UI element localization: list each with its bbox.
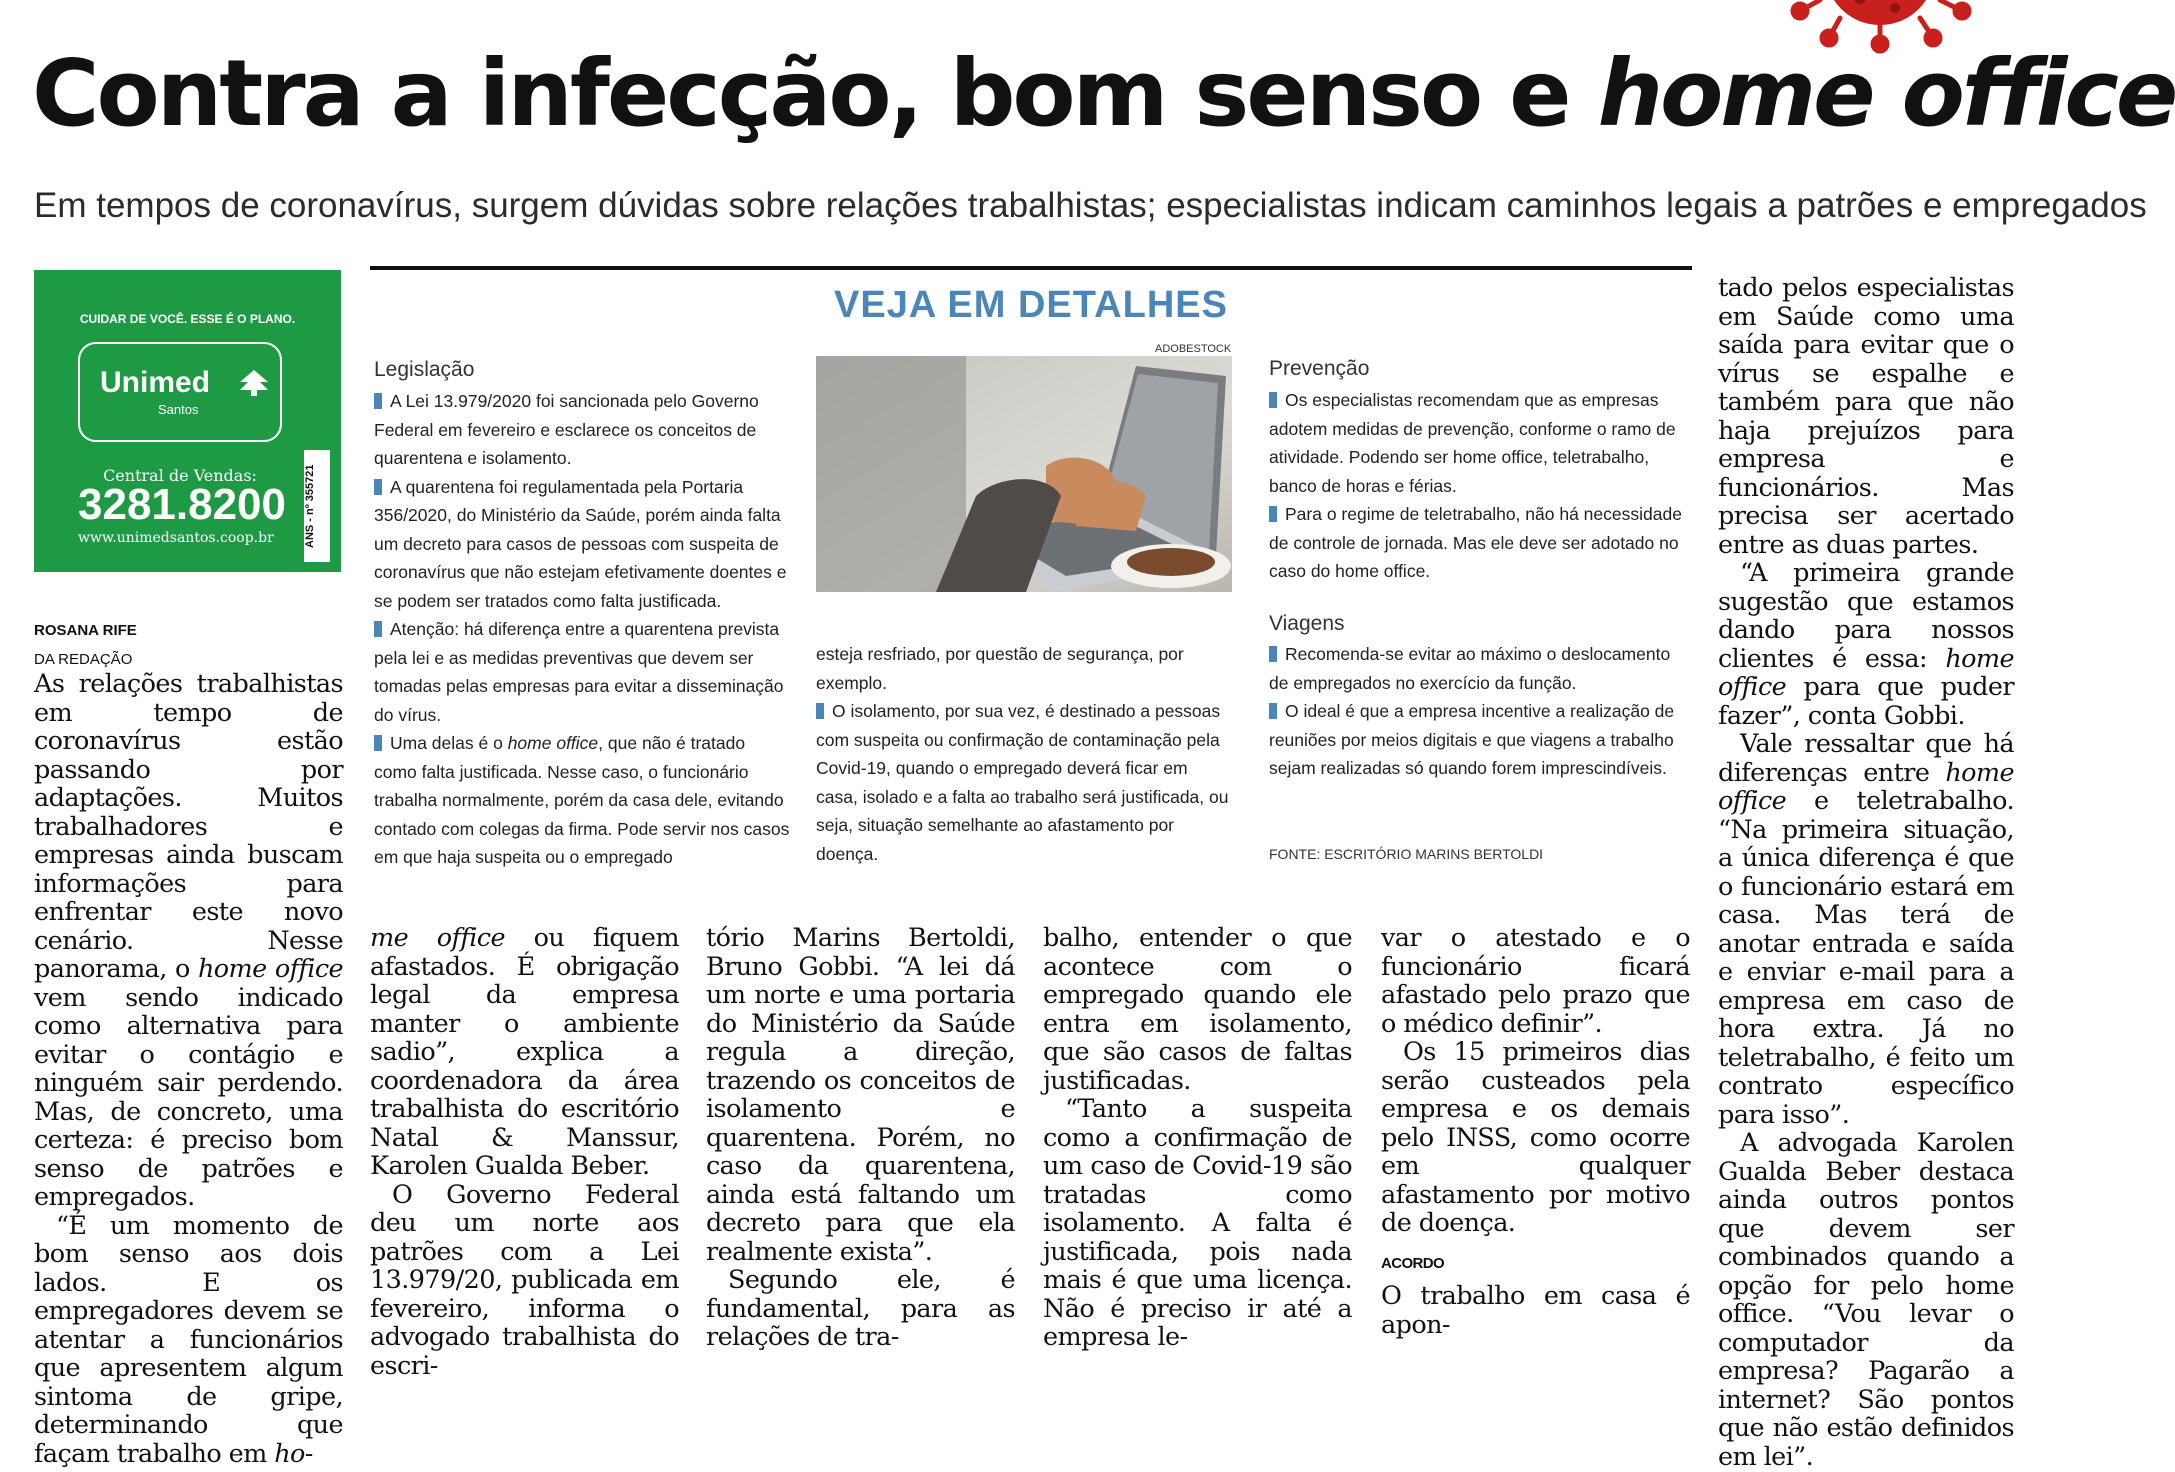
paragraph: tado pelos especialistas em Saúde como uma saída para evitar que o vírus se espalhe e também para que não haja prejuízos para empresa e funcionários. Mas precisa ser acertado entre as duas partes. (1718, 273, 2014, 560)
text-italic: ho- (274, 1438, 313, 1469)
box-top-rule (370, 266, 1692, 270)
section-prevencao: Prevenção (1269, 357, 1370, 380)
bullet-item (1269, 697, 1690, 783)
bullet-marker (1269, 703, 1277, 719)
bullet-item (374, 615, 792, 729)
headline-italic: home office (1597, 40, 2175, 147)
viagens-column (1269, 640, 1690, 783)
unimed-logo (78, 342, 282, 442)
article-column-2 (370, 924, 679, 1380)
text: “A primeira grande sugestão que estamos dando para nossos clientes é essa: (1718, 558, 2014, 674)
text: , que não é tratado como falta justificada. Nesse caso, o funcionário trabalha normalmente, porém da casa dele, evitando contado com colegas da firma. Pode servir nos casos em que haja suspeita ou o empregado (374, 733, 790, 867)
paragraph: balho, entender o que acontece com o empregado quando ele entra em isolamento, que são casos de faltas justificadas. (1043, 923, 1352, 1096)
bullet-item (374, 387, 792, 473)
photo-credit: ADOBESTOCK (1155, 343, 1232, 355)
bullet-marker (374, 393, 382, 409)
text-italic: home office (197, 954, 343, 984)
subtitle: Em tempos de coronavírus, surgem dúvidas sobre relações trabalhistas; especialistas indicam caminhos legais a patrões e empregados (34, 186, 2147, 225)
bullet-marker (1269, 506, 1277, 522)
text: ou fiquem afastados. É obrigação legal da empresa manter o ambiente sadio”, explica a coordenadora da área trabalhista do escritório Natal & Manssur, Karolen Gualda Beber. (370, 923, 679, 1181)
box-title: VEJA EM DETALHES (834, 284, 1228, 326)
text: “É um momento de bom senso aos dois lados. E os empregadores devem se atentar a funcionários que apresentem algum sintoma de gripe, determinando que façam trabalho em (34, 1210, 343, 1469)
bullet-marker (1269, 646, 1277, 662)
paragraph: O Governo Federal deu um norte aos patrões com a Lei 13.979/20, publicada em fevereiro, informa o advogado trabalhista do escri- (370, 1179, 679, 1381)
text-italic: me office (370, 923, 505, 953)
bullet-marker (1269, 392, 1277, 408)
paragraph (370, 924, 679, 1181)
bullet-marker (374, 479, 382, 495)
box-source: FONTE: ESCRITÓRIO MARINS BERTOLDI (1269, 846, 1544, 862)
text: Uma delas é o (390, 733, 508, 753)
brand-name: Unimed (100, 366, 211, 399)
ad-slogan: CUIDAR DE VOCÊ. ESSE É O PLANO. (79, 312, 296, 326)
paragraph: Segundo ele, é fundamental, para as relações de tra- (706, 1265, 1015, 1352)
paragraph: “Tanto a suspeita como a confirmação de um caso de Covid-19 são tratadas como isolamento. A falta é justificada, pois nada mais é que uma licença. Não é preciso ir até a empresa le- (1043, 1094, 1352, 1352)
text: A quarentena foi regulamentada pela Portaria 356/2020, do Ministério da Saúde, porém ainda falta um decreto para casos de pessoas com suspeita de coronavírus que não estejam efetivamente doentes e se podem ser tratados como falta justificada. (374, 476, 787, 611)
bullet-item (1269, 500, 1690, 586)
ad-website: www.unimedsantos.coop.br (78, 530, 274, 546)
prevencao-column (1269, 386, 1690, 586)
section-legislacao: Legislação (374, 358, 475, 381)
bullet-item (816, 697, 1230, 868)
headline-text: Contra a infecção, bom senso e (32, 40, 1598, 147)
text: Vale ressaltar que há diferenças entre (1718, 729, 2014, 788)
section-heading: ACORDO (1381, 1254, 1445, 1272)
laptop-typing-photo (816, 356, 1232, 592)
paragraph: tório Marins Bertoldi, Bruno Gobbi. “A lei dá um norte e uma portaria do Ministério da Saúde regula a direção, trazendo os conceitos de isolamento e quarentena. Porém, no caso da quarentena, ainda está faltando um decreto para que ela realmente exista”. (706, 923, 1015, 1267)
text-italic: home office (1718, 643, 2014, 702)
headline (32, 40, 2175, 148)
article-column-5 (1381, 924, 1690, 1339)
text: Recomenda-se evitar ao máximo o deslocamento de empregados no exercício da função. (1269, 644, 1671, 693)
byline: ROSANA RIFE (34, 622, 137, 639)
text-continued: esteja resfriado, por questão de segurança, por exemplo. (816, 644, 1184, 693)
paragraph (34, 1212, 343, 1469)
section-viagens: Viagens (1269, 612, 1345, 635)
article-column-1 (34, 670, 343, 1468)
bullet-marker (374, 735, 382, 751)
legislacao-column-2 (816, 640, 1230, 868)
text-italic: home office (1718, 757, 2014, 816)
text: vem sendo indicado como alternativa para evitar o contágio e ninguém sair perdendo. Mas, de concreto, uma certeza: é preciso bom senso de patrões e empregados. (34, 982, 343, 1212)
paragraph: A advogada Karolen Gualda Beber destaca ainda outros pontos que devem ser combinados quando a opção for pelo home office. “Vou levar o computador da empresa? Pagarão a internet? São pontos que não estão definidos em lei”. (1718, 1128, 2014, 1472)
sales-label: Central de Vendas: (103, 466, 257, 485)
bullet-item (374, 729, 792, 872)
bullet-marker (374, 621, 382, 637)
paragraph (34, 670, 343, 1212)
paragraph (1718, 559, 2014, 730)
bullet-marker (816, 703, 824, 719)
paragraph (1718, 730, 2014, 1129)
paragraph: Os 15 primeiros dias serão custeados pela empresa e os demais pelo INSS, como ocorre em qualquer afastamento por motivo de doença. (1381, 1037, 1690, 1238)
text: Atenção: há diferença entre a quarentena prevista pela lei e as medidas preventivas que devem ser tomadas pelas empresas para evitar a disseminação do vírus. (374, 619, 784, 725)
text-italic: home office (507, 733, 599, 753)
text: e teletrabalho. “Na primeira situação, a única diferença é que o funcionário estará em casa. Mas terá de anotar entrada e saída e enviar e-mail para a empresa em caso de hora extra. Já no teletrabalho, é feito um contrato específico para isso”. (1718, 786, 2014, 1130)
article-column-4 (1043, 924, 1352, 1352)
paragraph: var o atestado e o funcionário ficará afastado pelo prazo que o médico definir”. (1381, 923, 1690, 1039)
text: As relações trabalhistas em tempo de coronavírus estão passando por adaptações. Muitos trabalhadores e empresas ainda buscam informações para enfrentar este novo cenário. Nesse panorama, o (34, 669, 343, 984)
text: O isolamento, por sua vez, é destinado a pessoas com suspeita ou confirmação de contaminação pela Covid-19, quando o empregado deverá ficar em casa, isolado e a falta ao trabalho será justificada, ou seja, situação semelhante ao afastamento por doença. (816, 701, 1229, 864)
brand-city: Santos (158, 402, 199, 417)
department: DA REDAÇÃO (34, 651, 133, 668)
text: para que puder fazer”, conta Gobbi. (1718, 672, 2014, 731)
text: Para o regime de teletrabalho, não há necessidade de controle de jornada. Mas ele deve ser adotado no caso do home office. (1269, 504, 1682, 581)
unimed-tree-icon (238, 368, 270, 398)
bullet-item (1269, 386, 1690, 500)
ans-registration: ANS - nº 355721 (304, 450, 330, 562)
legislacao-column-1 (374, 387, 792, 872)
bullet-item (1269, 640, 1690, 697)
article-column-6 (1718, 274, 2014, 1471)
text: A Lei 13.979/2020 foi sancionada pelo Governo Federal em fevereiro e esclarece os conceitos de quarentena e isolamento. (374, 391, 759, 468)
text: Os especialistas recomendam que as empresas adotem medidas de prevenção, conforme o ramo de atividade. Podendo ser home office, teletrabalho, banco de horas e férias. (1269, 390, 1676, 496)
article-column-3 (706, 924, 1015, 1352)
bullet-item (374, 473, 792, 616)
sales-phone: 3281.8200 (78, 480, 286, 529)
paragraph: O trabalho em casa é apon- (1381, 1281, 1690, 1340)
unimed-ad[interactable] (34, 270, 341, 572)
text: O ideal é que a empresa incentive a realização de reuniões por meios digitais e que viagens a trabalho sejam realizadas só quando forem imprescindíveis. (1269, 701, 1675, 778)
